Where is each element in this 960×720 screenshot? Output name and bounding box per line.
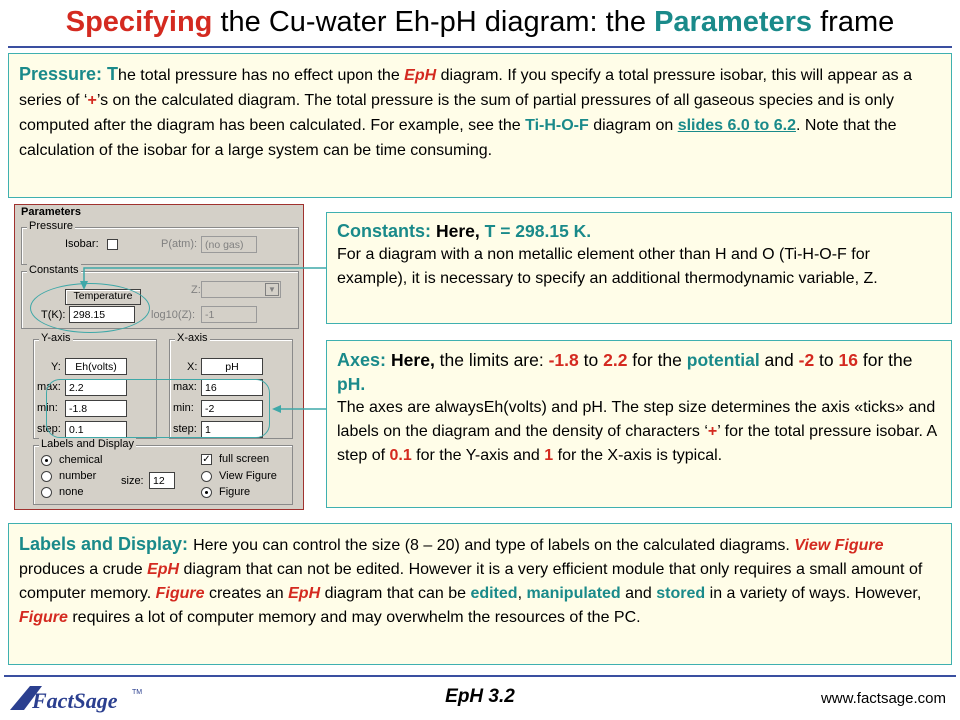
constants-temperature-value: T = 298.15 K. bbox=[479, 221, 592, 241]
pressure-group-label: Pressure bbox=[29, 220, 74, 232]
labels-text: diagram that can not be edited. However it is a very efficient module that only requires a small amount of computer memory. bbox=[19, 561, 923, 602]
chevron-down-icon[interactable]: ▼ bbox=[265, 283, 279, 296]
axes-text: and bbox=[759, 350, 799, 370]
axes-text: to bbox=[578, 350, 604, 370]
axes-heading: Axes: bbox=[337, 350, 392, 370]
labels-display-group-label: Labels and Display bbox=[41, 438, 134, 450]
pressure-text: . Note that the calculation of the isobar for a large system can be time consuming. bbox=[19, 117, 897, 159]
constants-description-box bbox=[326, 212, 952, 324]
parameters-window-title: Parameters bbox=[21, 206, 81, 218]
number-radio[interactable] bbox=[41, 471, 52, 482]
y-step-label: step: bbox=[37, 423, 61, 435]
none-radio[interactable] bbox=[41, 487, 52, 498]
axes-here: Here, bbox=[391, 350, 435, 370]
pressure-group bbox=[21, 220, 299, 265]
x-min-field[interactable]: -2 bbox=[201, 400, 263, 417]
axes-text: for the bbox=[857, 350, 913, 370]
axes-value: -2 bbox=[798, 350, 815, 370]
temperature-highlight-ellipse bbox=[30, 283, 150, 333]
axes-highlight-box bbox=[46, 379, 270, 438]
constants-heading: Constants: bbox=[337, 221, 436, 241]
y-max-field[interactable]: 2.2 bbox=[65, 379, 127, 396]
full-screen-label: full screen bbox=[219, 453, 270, 465]
x-min-label: min: bbox=[173, 402, 194, 414]
title-part2: the Cu-water Eh-pH diagram: the bbox=[212, 6, 655, 38]
labels-view-figure: View Figure bbox=[794, 537, 884, 554]
x-label: X: bbox=[187, 361, 198, 373]
x-step-field[interactable]: 1 bbox=[201, 421, 263, 438]
axes-ph: pH. bbox=[337, 374, 366, 394]
figure-radio[interactable] bbox=[201, 487, 212, 498]
labels-figure: Figure bbox=[155, 585, 205, 602]
y-step-field[interactable]: 0.1 bbox=[65, 421, 127, 438]
none-label: none bbox=[59, 486, 84, 498]
axes-value: 16 bbox=[838, 350, 858, 370]
axes-body: The axes are alwaysEh(volts) and pH. The step size determines the axis «ticks» and labels on the diagram and the density of characters ‘ bbox=[337, 399, 936, 440]
log10z-field[interactable]: -1 bbox=[201, 306, 257, 323]
y-axis-group-label: Y-axis bbox=[41, 332, 71, 344]
constants-group-label: Constants bbox=[29, 264, 79, 276]
chemical-radio[interactable] bbox=[41, 455, 52, 466]
y-min-label: min: bbox=[37, 402, 58, 414]
view-figure-radio[interactable] bbox=[201, 471, 212, 482]
temperature-field[interactable]: 298.15 bbox=[69, 306, 135, 323]
pressure-heading: Pressure: T bbox=[19, 64, 119, 84]
labels-figure: Figure bbox=[19, 609, 68, 626]
title-part1: Specifying bbox=[65, 6, 213, 38]
full-screen-checkbox[interactable]: ✓ bbox=[202, 454, 211, 465]
pressure-eph: EpH bbox=[404, 67, 437, 84]
labels-text: requires a lot of computer memory and may overwhelm the resources of the PC. bbox=[67, 609, 641, 626]
title-part4: frame bbox=[812, 6, 895, 38]
view-figure-label: View Figure bbox=[219, 470, 277, 482]
axes-step-value: 0.1 bbox=[389, 447, 412, 464]
axes-body: for the Y-axis and bbox=[411, 447, 545, 464]
pressure-description-box bbox=[8, 53, 952, 198]
axes-text: for the bbox=[627, 350, 687, 370]
footer-slide-number: EpH 3.2 bbox=[445, 686, 515, 707]
axes-plus-symbol: + bbox=[707, 423, 718, 440]
labels-manipulated: manipulated bbox=[526, 585, 621, 602]
log10z-label: log10(Z): bbox=[151, 309, 196, 321]
patm-field[interactable]: (no gas) bbox=[201, 236, 257, 253]
x-axis-group-label: X-axis bbox=[177, 332, 208, 344]
pressure-text: diagram. If you specify a total pressure isobar, this will appear as a series of ‘ bbox=[19, 67, 912, 109]
axes-step-value: 1 bbox=[544, 447, 554, 464]
pressure-plus-symbol: + bbox=[87, 92, 97, 109]
labels-text: produces a crude bbox=[19, 561, 148, 578]
labels-text: , bbox=[517, 585, 527, 602]
slide-title bbox=[0, 6, 960, 39]
labels-text: in a variety of ways. However, bbox=[705, 585, 922, 602]
parameters-window bbox=[14, 204, 304, 510]
y-max-label: max: bbox=[37, 381, 61, 393]
labels-heading: Labels and Display: bbox=[19, 534, 194, 554]
labels-text: diagram that can be bbox=[320, 585, 471, 602]
pressure-text: he total pressure has no effect upon the bbox=[118, 67, 405, 84]
title-part3: Parameters bbox=[654, 6, 813, 38]
axes-text: to bbox=[814, 350, 839, 370]
constants-body: For a diagram with a non metallic element other than H and O (Ti-H-O-F for example), it is necessary to specify an additional thermodynamic variable, Z. bbox=[337, 246, 878, 287]
labels-text: Here you can control the size (8 – 20) and type of labels on the calculated diagrams. bbox=[193, 537, 795, 554]
size-field[interactable]: 12 bbox=[149, 472, 175, 489]
footer-divider bbox=[4, 675, 956, 677]
y-variable-field[interactable]: Eh(volts) bbox=[65, 358, 127, 375]
axes-body: ’ for the total pressure isobar. A step of bbox=[337, 423, 937, 464]
patm-label: P(atm): bbox=[161, 238, 198, 250]
y-label: Y: bbox=[51, 361, 61, 373]
chemical-label: chemical bbox=[59, 454, 103, 466]
size-label: size: bbox=[121, 475, 144, 487]
footer-url[interactable]: www.factsage.com bbox=[820, 690, 946, 707]
tk-label: T(K): bbox=[41, 309, 66, 321]
pressure-text: diagram on bbox=[588, 117, 678, 134]
x-max-label: max: bbox=[173, 381, 197, 393]
isobar-checkbox[interactable] bbox=[107, 239, 118, 250]
axes-text: the limits are: bbox=[434, 350, 549, 370]
number-label: number bbox=[59, 470, 97, 482]
z-label: Z: bbox=[191, 284, 201, 296]
x-variable-field[interactable]: pH bbox=[201, 358, 263, 375]
title-divider bbox=[8, 46, 952, 48]
logo-trademark: TM bbox=[132, 689, 143, 696]
axes-value: 2.2 bbox=[603, 350, 628, 370]
isobar-label: Isobar: bbox=[65, 238, 99, 250]
labels-eph: EpH bbox=[147, 561, 180, 578]
slides-link[interactable]: slides 6.0 to 6.2 bbox=[677, 117, 796, 134]
figure-label: Figure bbox=[219, 486, 251, 498]
x-step-label: step: bbox=[173, 423, 197, 435]
x-max-field[interactable]: 16 bbox=[201, 379, 263, 396]
z-combobox[interactable] bbox=[201, 281, 281, 298]
constants-here: Here, bbox=[436, 221, 480, 241]
temperature-button[interactable]: Temperature bbox=[65, 289, 141, 305]
labels-stored: stored bbox=[656, 585, 706, 602]
logo-text: FactSage bbox=[32, 688, 118, 713]
pressure-text: ’s on the calculated diagram. The total pressure is the sum of partial pressures of all gaseous species and is only computed after the diagram has been calculated. For example, see the bbox=[19, 92, 894, 134]
pressure-system-name: Ti-H-O-F bbox=[525, 117, 589, 134]
axes-value: -1.8 bbox=[548, 350, 579, 370]
labels-display-description-box bbox=[8, 523, 952, 665]
y-min-field[interactable]: -1.8 bbox=[65, 400, 127, 417]
labels-eph: EpH bbox=[288, 585, 321, 602]
axes-body: for the X-axis is typical. bbox=[553, 447, 723, 464]
axes-potential: potential bbox=[686, 350, 760, 370]
axes-description-box bbox=[326, 340, 952, 508]
labels-text: creates an bbox=[204, 585, 289, 602]
labels-edited: edited bbox=[470, 585, 518, 602]
labels-text: and bbox=[620, 585, 657, 602]
